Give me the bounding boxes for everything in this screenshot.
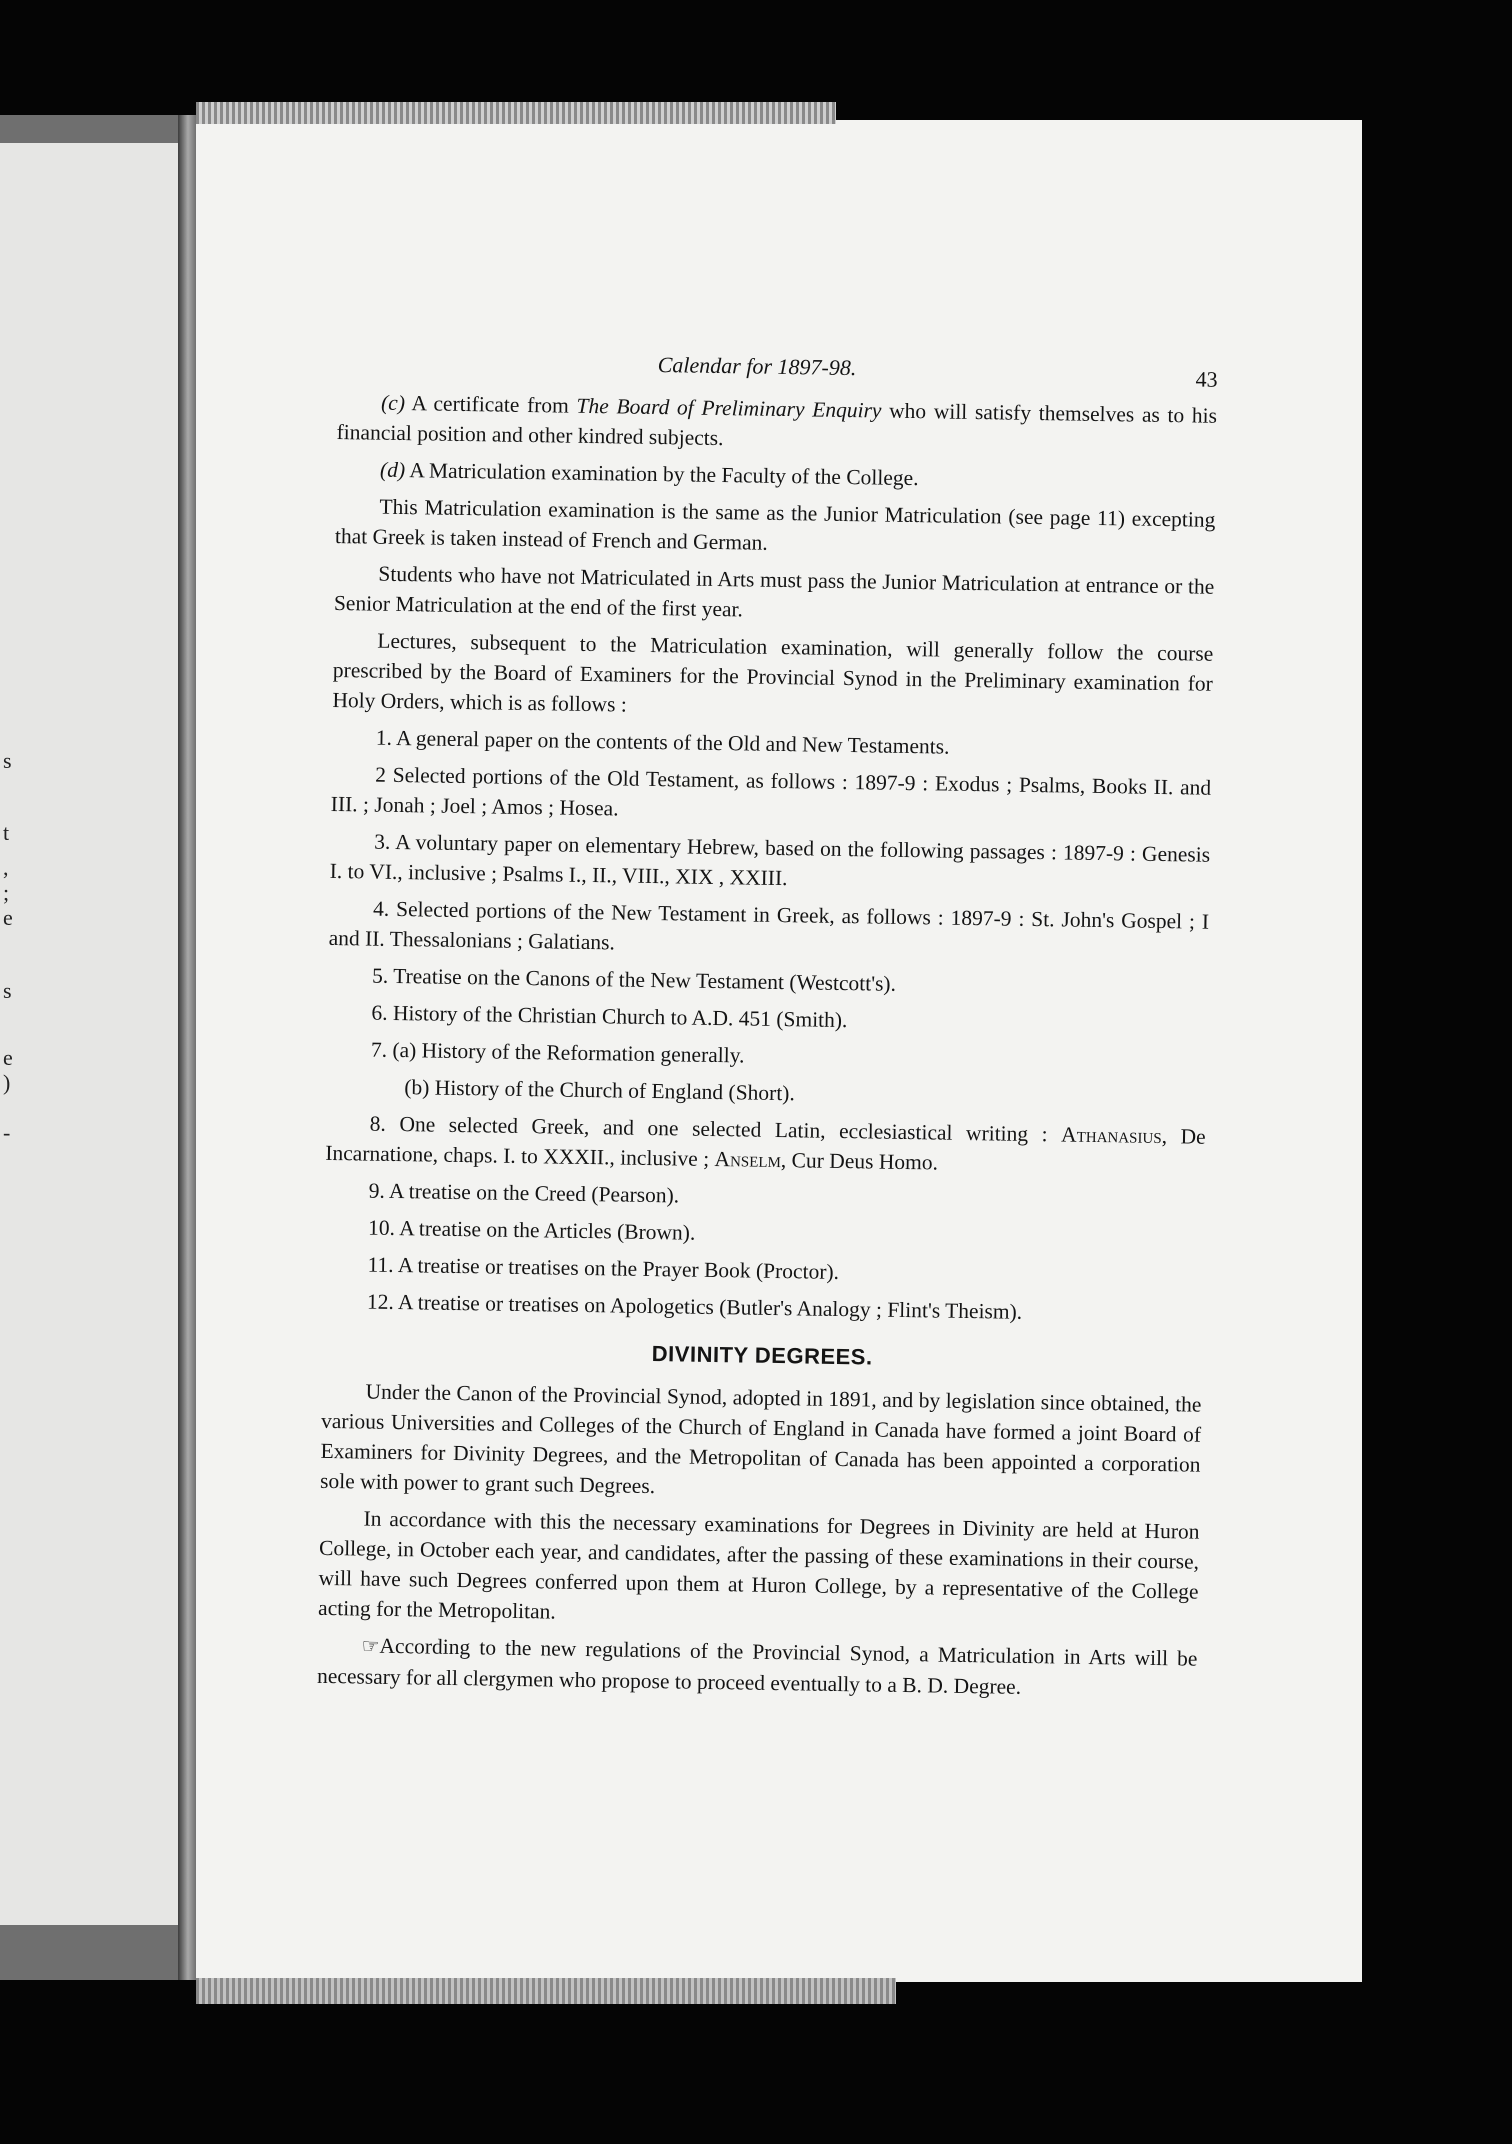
course-item-text: , Cur Deus Homo. [780, 1148, 939, 1175]
pointing-hand-icon: ☞ [361, 1635, 380, 1658]
fragment: e [3, 905, 13, 930]
course-item: 3. A voluntary paper on elementary Hebrew, based on the following passages : 1897-9 : Genesis I. to VI., inclusive ; Psalms I., II., VIII., XIX , XXIII. [329, 829, 1211, 891]
fragment: , [3, 855, 9, 880]
page-top-edge [196, 102, 836, 124]
facing-page-top-edge [0, 115, 180, 143]
course-item: 12. A treatise or treatises on Apologetics (Butler's Analogy ; Flint's Theism). [366, 1289, 1023, 1324]
paragraph: Students who have not Matriculated in Arts must pass the Junior Matriculation at entrance or the Senior Matriculation at the end of the first year. [333, 561, 1215, 622]
book-page [196, 120, 1362, 1982]
clause-label: (c) [380, 390, 406, 416]
course-item: 10. A treatise on the Articles (Brown). [367, 1215, 696, 1245]
course-item-text: , De Incarnatione, chaps. I. to XXXII., inclusive ; [325, 1124, 1206, 1172]
author-name: Anselm [714, 1147, 782, 1173]
course-item-text: 8. One selected Greek, and one selected Latin, ecclesiastical writing : [369, 1111, 1048, 1147]
page-number: 43 [1195, 366, 1218, 392]
paragraph: In accordance with this the necessary examinations for Degrees in Divinity are held at Huron College, in October each year, and candidates, after the passing of these examinations in their course, will have such Degrees conferred upon them at Huron College, by a representative of the College acting for the Metropolitan. [317, 1506, 1200, 1624]
course-item-8 [325, 1108, 1206, 1182]
fragment: ) [3, 1070, 11, 1095]
course-item: 11. A treatise or treatises on the Prayer Book (Proctor). [367, 1252, 840, 1284]
fragment: s [3, 748, 12, 773]
facing-page-bottom-edge [0, 1925, 180, 1980]
running-head: Calendar for 1897-98. [657, 352, 857, 381]
fragment: - [3, 1120, 11, 1145]
course-item: 5. Treatise on the Canons of the New Testament (Westcott's). [371, 963, 897, 996]
fragment: e [3, 1045, 13, 1070]
section-title: DIVINITY DEGREES. [651, 1341, 873, 1370]
page-text [317, 345, 1218, 1712]
facing-page-fragments [0, 0, 20, 2144]
course-item: (b) History of the Church of England (Short). [404, 1075, 796, 1106]
course-item: 2 Selected portions of the Old Testament, as follows : 1897-9 : Exodus ; Psalms, Books II. and III. ; Jonah ; Joel ; Amos ; Hosea. [330, 762, 1212, 821]
fragment: ; [3, 880, 10, 905]
course-item: 6. History of the Christian Church to A.D. 451 (Smith). [371, 1000, 848, 1033]
page-bottom-edge [196, 1978, 896, 2004]
board-name: The Board of Preliminary Enquiry [576, 393, 882, 423]
clause-text: A Matriculation examination by the Faculty of the College. [404, 458, 919, 491]
fragment: t [3, 820, 10, 845]
paragraph-note [317, 1630, 1198, 1705]
clause-text: A certificate from [404, 391, 577, 418]
author-name: Athanasius [1060, 1122, 1162, 1149]
course-item: 1. A general paper on the contents of the Old and New Testaments. [375, 725, 950, 759]
course-item: 7. (a) History of the Reformation generally. [370, 1037, 745, 1068]
clause-label: (d) [379, 457, 406, 483]
course-item: 4. Selected portions of the New Testament in Greek, as follows : 1897-9 : St. John's Gospel ; I and II. Thessalonians ; Galatians. [328, 896, 1210, 955]
paragraph-d [336, 454, 1216, 498]
paragraph: This Matriculation examination is the same as the Junior Matriculation (see page 11) excepting that Greek is taken instead of French and German. [334, 494, 1216, 555]
paragraph: Lectures, subsequent to the Matriculation examination, will generally follow the course prescribed by the Board of Examiners for the Provincial Synod in the Preliminary examination for Holy Orders, which is as follows : [332, 628, 1214, 717]
course-item: 9. A treatise on the Creed (Pearson). [368, 1178, 680, 1208]
clause-text: who will satisfy themselves as to his financial position and other kindred subjects. [336, 398, 1218, 451]
paragraph: Under the Canon of the Provincial Synod, adopted in 1891, and by legislation since obtained, the various Universities and Colleges of the Church of England in Canada have formed a joint Board of Examiners for Divinity Degrees, and the Metropolitan of Canada has been appointed a corporation sole with power to grant such Degrees. [319, 1379, 1202, 1499]
note-text: According to the new regulations of the Provincial Synod, a Matriculation in Arts will be necessary for all clergymen who propose to proceed eventually to a B. D. Degree. [316, 1633, 1198, 1699]
facing-page [0, 115, 180, 1980]
fragment: s [3, 978, 12, 1003]
